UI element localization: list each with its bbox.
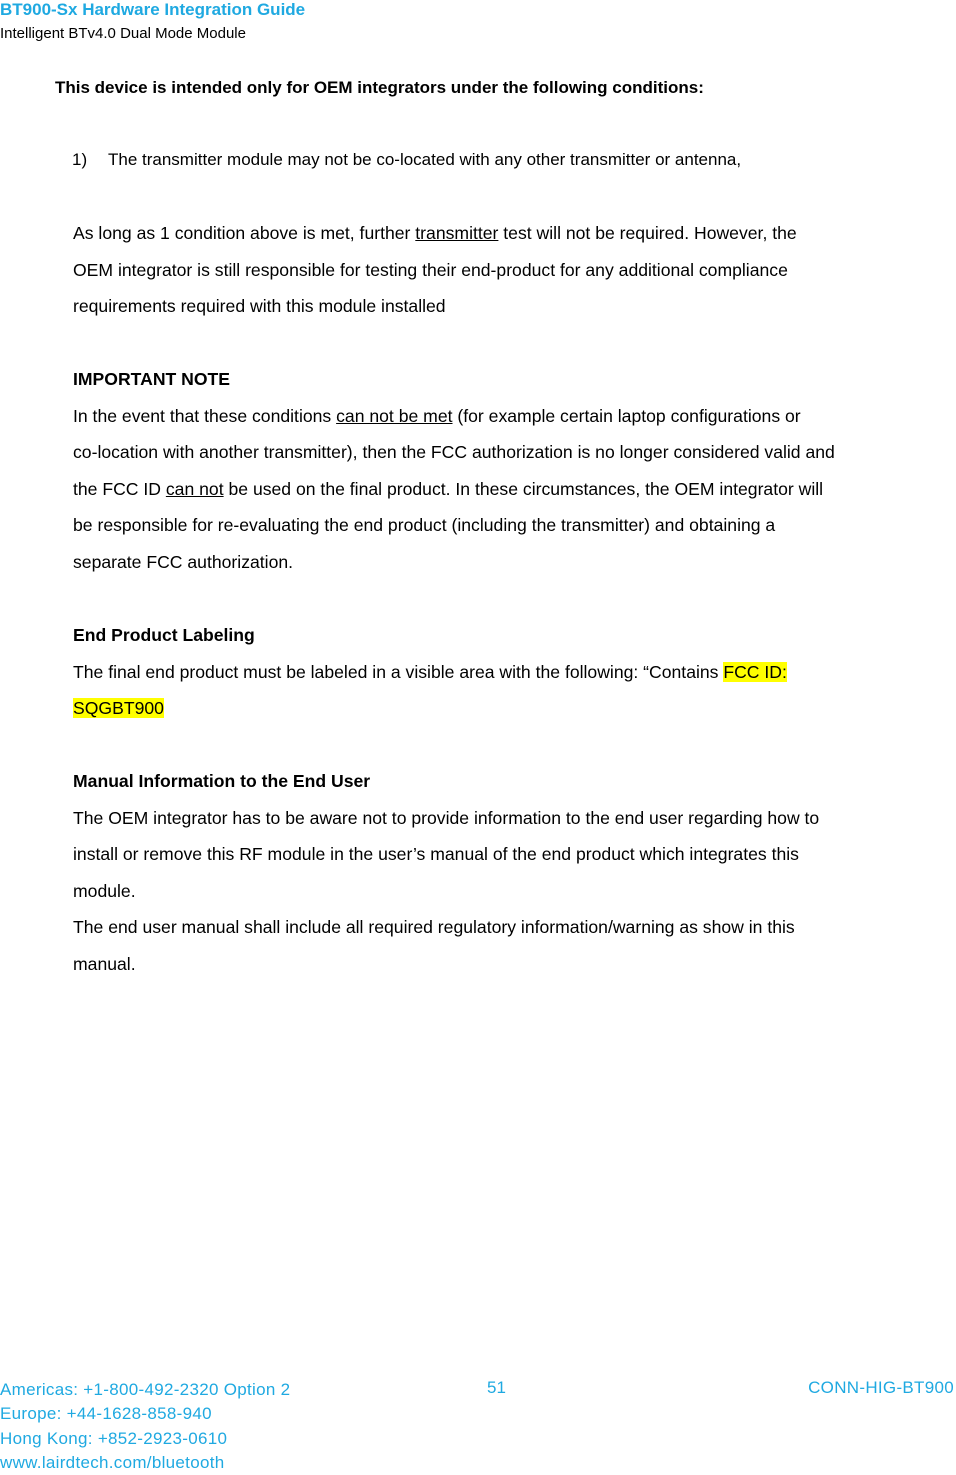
document-code: CONN-HIG-BT900 [808,1378,954,1397]
paragraph-line: install or remove this RF module in the user’s manual of the end product which integrates this [73,844,799,865]
important-note-heading: IMPORTANT NOTE [73,369,231,389]
text-run: The final end product must be labeled in a visible area with the following: “Contains [73,661,724,682]
document-title: BT900-Sx Hardware Integration Guide [0,0,306,19]
footer-contact-americas: Americas: +1-800-492-2320 Option 2 [0,1380,291,1399]
paragraph-line: separate FCC authorization. [73,551,294,572]
paragraph-line [73,654,953,691]
paragraph-line [73,690,953,727]
condition-list-item [72,150,741,170]
paragraph-line [73,398,953,435]
text-run: be used on the final product. In these circumstances, the OEM integrator will [223,478,824,499]
paragraph-line: co-location with another transmitter), then the FCC authorization is no longer considered valid and [73,442,835,463]
list-item-number: 1) [72,150,88,169]
condition-paragraph [73,215,953,325]
end-product-labeling-section [73,617,953,727]
manual-information-section [73,763,953,983]
highlighted-fcc-id: SQGBT900 [73,698,164,719]
underlined-term: can not [165,478,224,499]
important-note-section [73,361,953,581]
underlined-term: transmitter [415,223,499,243]
intro-heading: This device is intended only for OEM integrators under the following conditions: [55,78,704,97]
footer-website-link[interactable]: www.lairdtech.com/bluetooth [0,1452,225,1472]
document-subtitle: Intelligent BTv4.0 Dual Mode Module [0,25,246,42]
paragraph-line [73,471,953,508]
paragraph-line [73,215,953,252]
page-number: 51 [487,1378,506,1397]
manual-heading: Manual Information to the End User [73,771,371,791]
labeling-heading: End Product Labeling [73,625,255,645]
paragraph-line: module. [73,880,136,901]
paragraph-line: manual. [73,953,136,974]
paragraph-line: requirements required with this module installed [73,296,446,317]
footer-contact-hong-kong: Hong Kong: +852-2923-0610 [0,1428,228,1448]
text-run: the FCC ID [73,478,166,499]
paragraph-line: The end user manual shall include all required regulatory information/warning as show in this [73,917,795,938]
highlighted-fcc-id: FCC ID: [723,661,787,682]
text-run: test will not be required. However, the [498,223,797,243]
footer-contacts [0,1378,290,1475]
text-run: (for example certain laptop configurations or [452,405,801,426]
footer-contact-europe: Europe: +44-1628-858-940 [0,1404,212,1424]
paragraph-line: The OEM integrator has to be aware not to provide information to the end user regarding how to [73,807,820,828]
underlined-term: can not be met [336,405,453,426]
text-run: As long as 1 condition above is met, further [73,223,416,243]
paragraph-line: be responsible for re-evaluating the end product (including the transmitter) and obtaining a [73,515,776,536]
paragraph-line: OEM integrator is still responsible for testing their end-product for any additional compliance [73,259,788,280]
list-item-text: The transmitter module may not be co-located with any other transmitter or antenna, [108,150,742,169]
text-run: In the event that these conditions [73,405,337,426]
